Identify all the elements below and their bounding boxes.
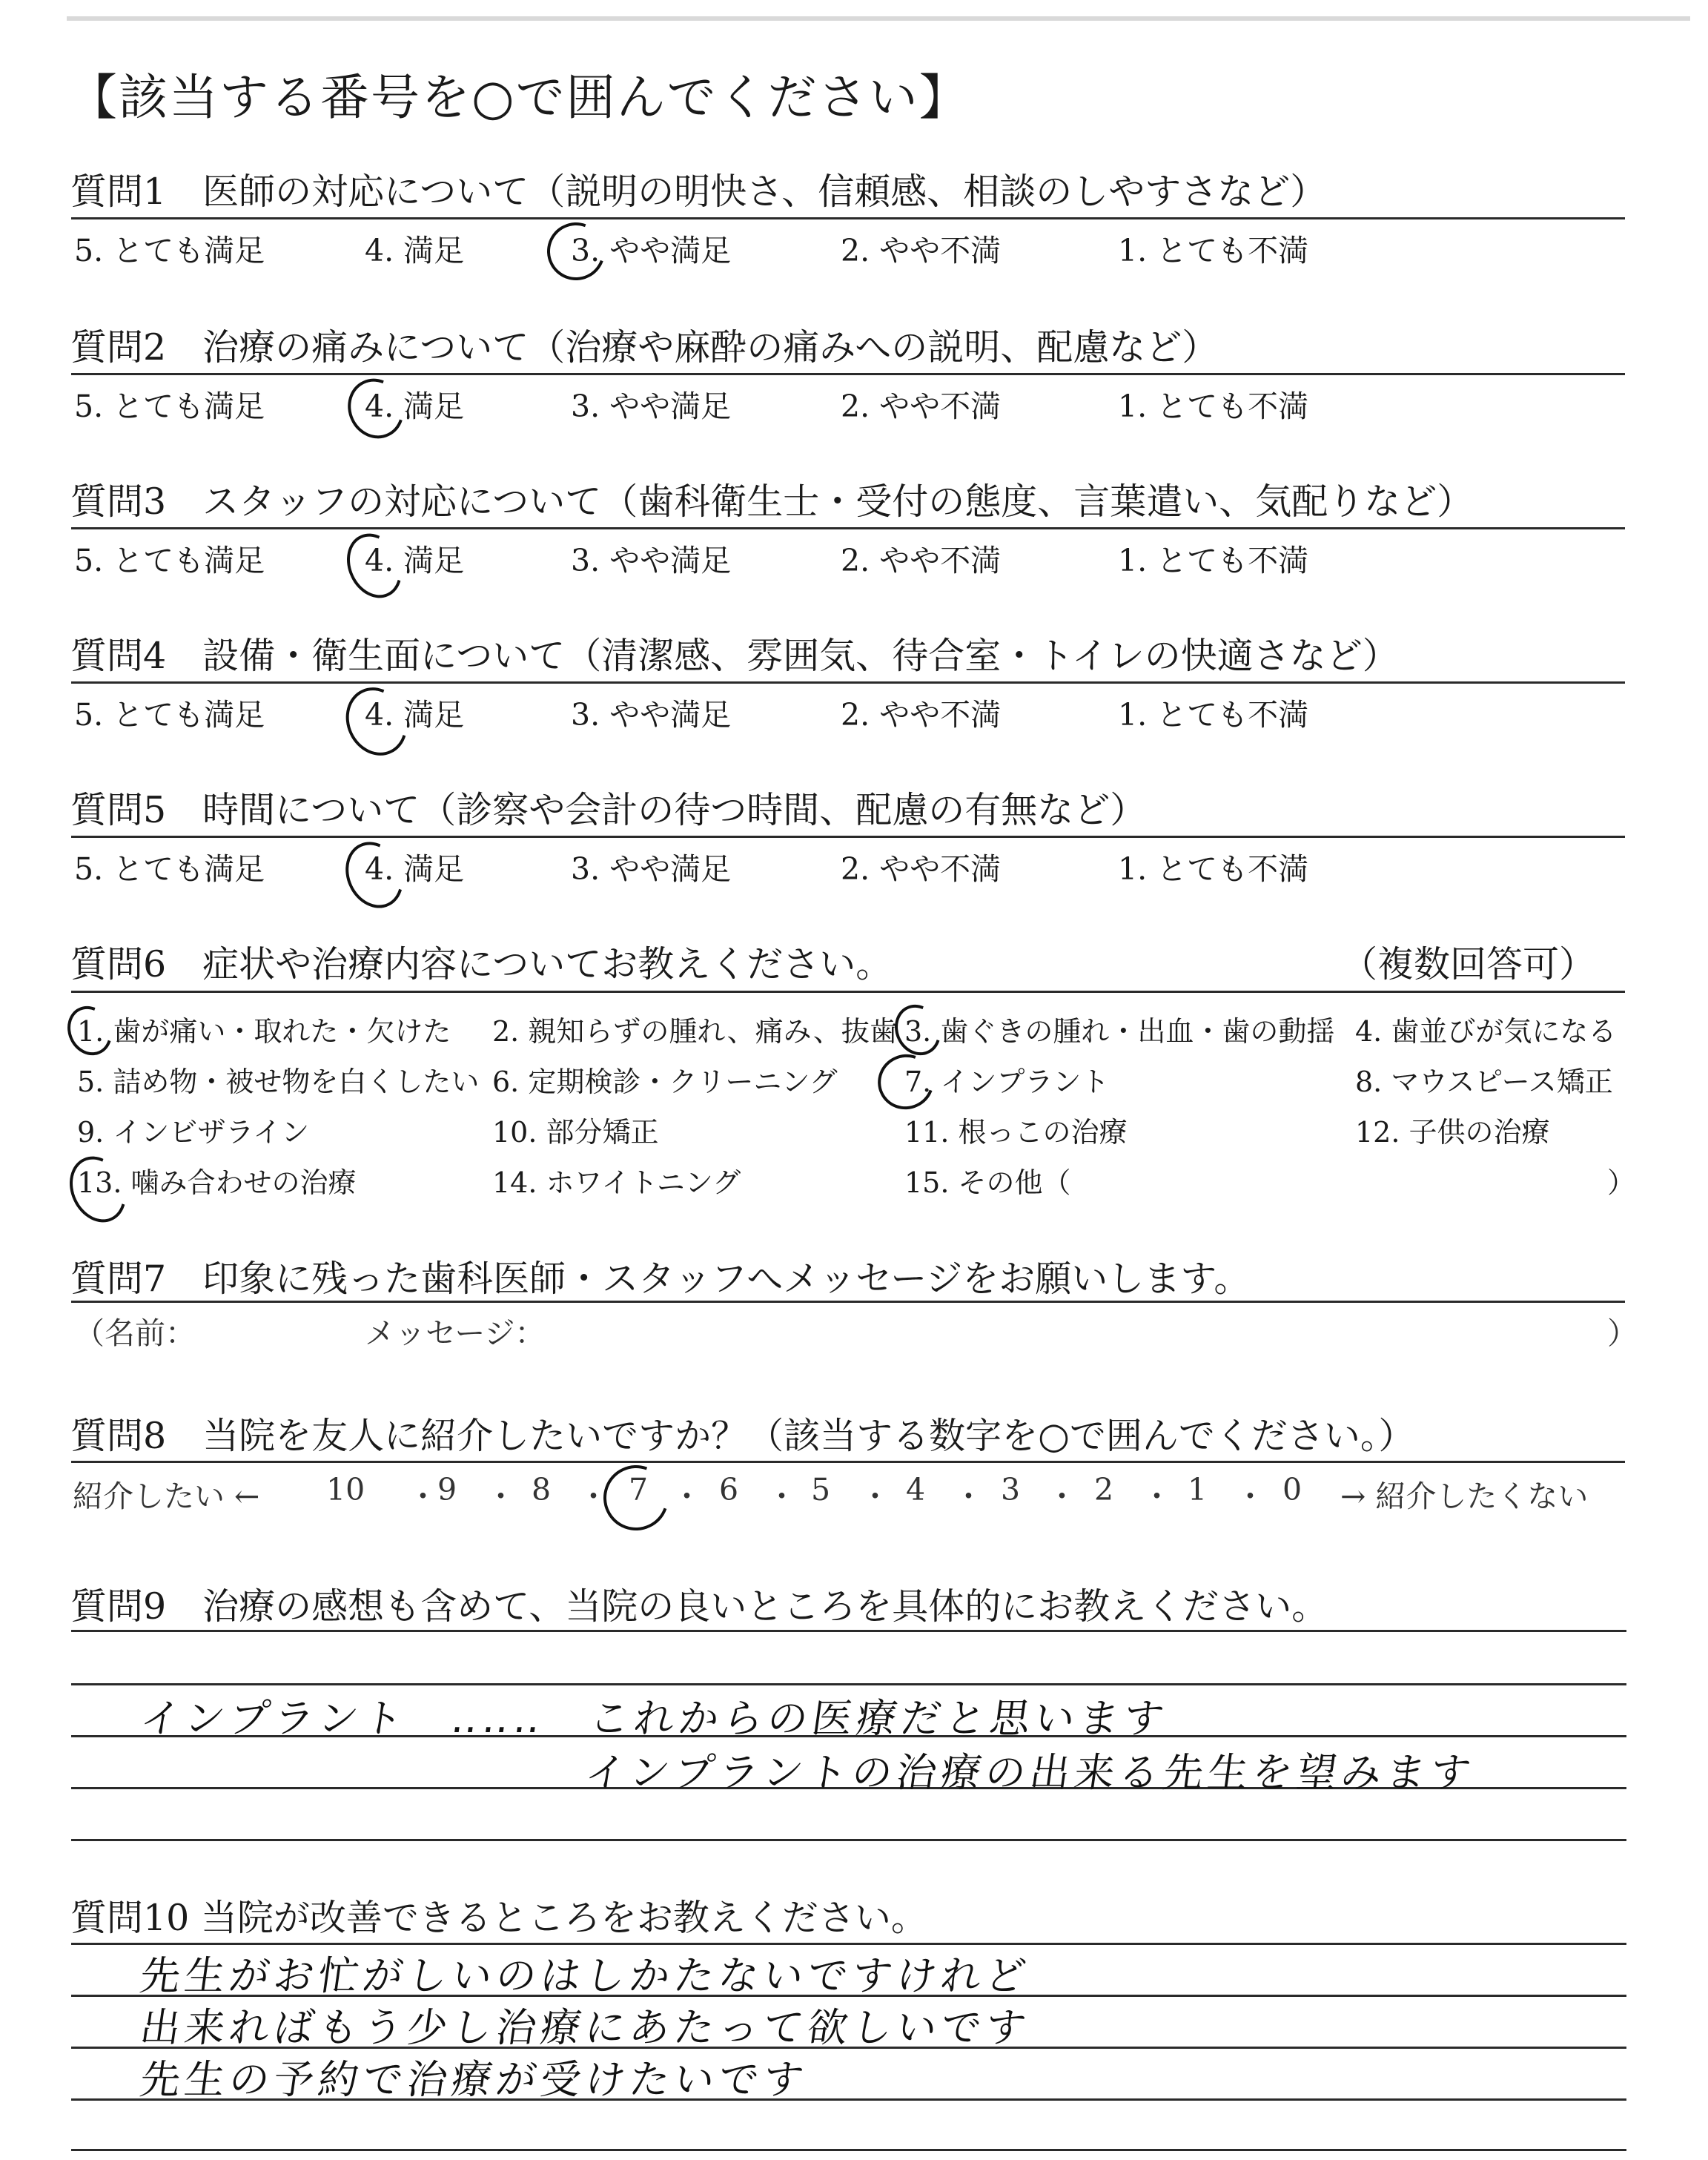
q1-option-4[interactable]: 4. 満足: [365, 233, 465, 268]
q9-line-2: [71, 1683, 1626, 1685]
q4-option-5[interactable]: 5. とても満足: [74, 697, 265, 733]
q10-line-5: [71, 2149, 1626, 2151]
scale-10[interactable]: 10: [326, 1472, 365, 1507]
q1-option-5[interactable]: 5. とても満足: [74, 233, 265, 268]
q6-item-3[interactable]: 3. 歯ぐきの腫れ・出血・歯の動揺: [904, 1015, 1335, 1048]
q5-option-5[interactable]: 5. とても満足: [74, 851, 265, 887]
scale-6[interactable]: 6: [719, 1472, 739, 1507]
scale-9[interactable]: 9: [437, 1472, 457, 1507]
q6-item-15[interactable]: 15. その他（: [904, 1166, 1071, 1199]
q3-option-5[interactable]: 5. とても満足: [74, 543, 265, 578]
name-label: （名前：: [74, 1315, 196, 1351]
q2-option-4[interactable]: 4. 満足: [365, 389, 465, 424]
q3-option-4[interactable]: 4. 満足: [365, 543, 465, 578]
question-3-rule: [71, 527, 1625, 529]
recommend-right-label: → 紹介したくない: [1340, 1479, 1589, 1514]
q2-option-1[interactable]: 1. とても不満: [1118, 389, 1309, 424]
q6-item-4[interactable]: 4. 歯並びが気になる: [1355, 1015, 1617, 1048]
question-5-rule: [71, 836, 1625, 838]
q10-answer-line-3: 先生の予約で治療が受けたいです: [137, 2056, 811, 2103]
q6-item-14[interactable]: 14. ホワイトニング: [492, 1166, 741, 1199]
question-6-rule: [71, 991, 1625, 993]
q2-option-3[interactable]: 3. やや満足: [571, 389, 732, 424]
q2-option-2[interactable]: 2. やや不満: [841, 389, 1002, 424]
scale-1[interactable]: 1: [1188, 1472, 1208, 1507]
q9-line-1: [71, 1630, 1626, 1632]
question-3-title: 質問3 スタッフの対応について（歯科衛生士・受付の態度、言葉遣い、気配りなど）: [70, 480, 1474, 523]
question-7-title: 質問7 印象に残った歯科医師・スタッフへメッセージをお願いします。: [70, 1258, 1251, 1300]
q1-option-2[interactable]: 2. やや不満: [841, 233, 1002, 268]
q1-option-1[interactable]: 1. とても不満: [1118, 233, 1309, 268]
q6-item-1[interactable]: 1. 歯が痛い・取れた・欠けた: [77, 1015, 451, 1048]
q9-line-5: [71, 1839, 1626, 1841]
q5-option-2[interactable]: 2. やや不満: [841, 851, 1002, 887]
page-title: 【該当する番号を○で囲んでください】: [68, 69, 970, 126]
question-8-title: 質問8 当院を友人に紹介したいですか？（該当する数字を○で囲んでください。）: [70, 1415, 1415, 1457]
q6-item-5[interactable]: 5. 詰め物・被せ物を白くしたい: [77, 1066, 480, 1098]
q4-option-3[interactable]: 3. やや満足: [571, 697, 732, 733]
q9-answer-line-1: インプラント ‥‥‥ これからの医療だと思います: [137, 1695, 1172, 1742]
top-border: [67, 16, 1690, 21]
multiple-answers-note: （複数回答可）: [1340, 943, 1595, 985]
scale-5[interactable]: 5: [811, 1472, 831, 1507]
q3-option-1[interactable]: 1. とても不満: [1118, 543, 1309, 578]
recommend-left-label: 紹介したい ←: [73, 1479, 260, 1514]
q1-option-3[interactable]: 3. やや満足: [571, 233, 732, 268]
scale-3[interactable]: 3: [1001, 1472, 1021, 1507]
q6-item-2[interactable]: 2. 親知らずの腫れ、痛み、抜歯: [492, 1015, 898, 1048]
question-8-rule: [71, 1461, 1625, 1463]
q4-option-4[interactable]: 4. 満足: [365, 697, 465, 733]
q6-item-10[interactable]: 10. 部分矯正: [492, 1116, 659, 1149]
q6-item-13[interactable]: 13. 噛み合わせの治療: [77, 1166, 357, 1199]
q6-item-6[interactable]: 6. 定期検診・クリーニング: [492, 1066, 838, 1098]
question-1-title: 質問1 医師の対応について（説明の明快さ、信頼感、相談のしやすさなど）: [70, 171, 1327, 213]
question-10-title: 質問10 当院が改善できるところをお教えください。: [70, 1897, 927, 1939]
question-4-rule: [71, 681, 1625, 684]
scale-7[interactable]: 7: [629, 1472, 649, 1507]
q7-close-paren: ）: [1607, 1315, 1638, 1351]
q6-item-9[interactable]: 9. インビザライン: [77, 1116, 310, 1149]
q6-item-7[interactable]: 7. インプラント: [904, 1066, 1110, 1098]
message-label: メッセージ：: [365, 1315, 546, 1351]
question-2-title: 質問2 治療の痛みについて（治療や麻酔の痛みへの説明、配慮など）: [70, 326, 1219, 369]
q3-option-3[interactable]: 3. やや満足: [571, 543, 732, 578]
q10-answer-line-1: 先生がお忙がしいのはしかたないですけれど: [137, 1952, 1033, 1999]
q5-option-1[interactable]: 1. とても不満: [1118, 851, 1309, 887]
q3-option-2[interactable]: 2. やや不満: [841, 543, 1002, 578]
q6-item-11[interactable]: 11. 根っこの治療: [904, 1116, 1128, 1149]
q8-selection-circle: [593, 1455, 680, 1542]
q2-option-5[interactable]: 5. とても満足: [74, 389, 265, 424]
question-1-rule: [71, 217, 1625, 219]
q6-other-close-paren: ）: [1607, 1166, 1636, 1199]
q6-item-12[interactable]: 12. 子供の治療: [1355, 1116, 1550, 1149]
scale-0[interactable]: 0: [1282, 1472, 1302, 1507]
q6-item-8[interactable]: 8. マウスピース矯正: [1355, 1066, 1613, 1098]
q5-option-4[interactable]: 4. 満足: [365, 851, 465, 887]
scale-4[interactable]: 4: [906, 1472, 926, 1507]
question-7-rule: [71, 1301, 1625, 1303]
question-9-title: 質問9 治療の感想も含めて、当院の良いところを具体的にお教えください。: [70, 1585, 1328, 1628]
q5-option-3[interactable]: 3. やや満足: [571, 851, 732, 887]
q9-answer-line-2: インプラントの治療の出来る先生を望みます: [582, 1749, 1478, 1796]
question-5-title: 質問5 時間について（診察や会計の待つ時間、配慮の有無など）: [70, 789, 1147, 831]
q6-item-3-circle: [887, 997, 949, 1063]
q1-selection-circle: [537, 213, 615, 290]
q4-option-1[interactable]: 1. とても不満: [1118, 697, 1309, 733]
scale-8[interactable]: 8: [532, 1472, 552, 1507]
question-6-title: 質問6 症状や治療内容についてお教えください。: [70, 943, 893, 985]
q6-item-7-circle: [869, 1045, 943, 1118]
q10-answer-line-2: 出来ればもう少し治療にあたって欲しいです: [137, 2004, 1033, 2051]
question-2-rule: [71, 373, 1625, 375]
question-4-title: 質問4 設備・衛生面について（清潔感、雰囲気、待合室・トイレの快適さなど）: [70, 635, 1399, 677]
scale-2[interactable]: 2: [1094, 1472, 1114, 1507]
q4-option-2[interactable]: 2. やや不満: [841, 697, 1002, 733]
